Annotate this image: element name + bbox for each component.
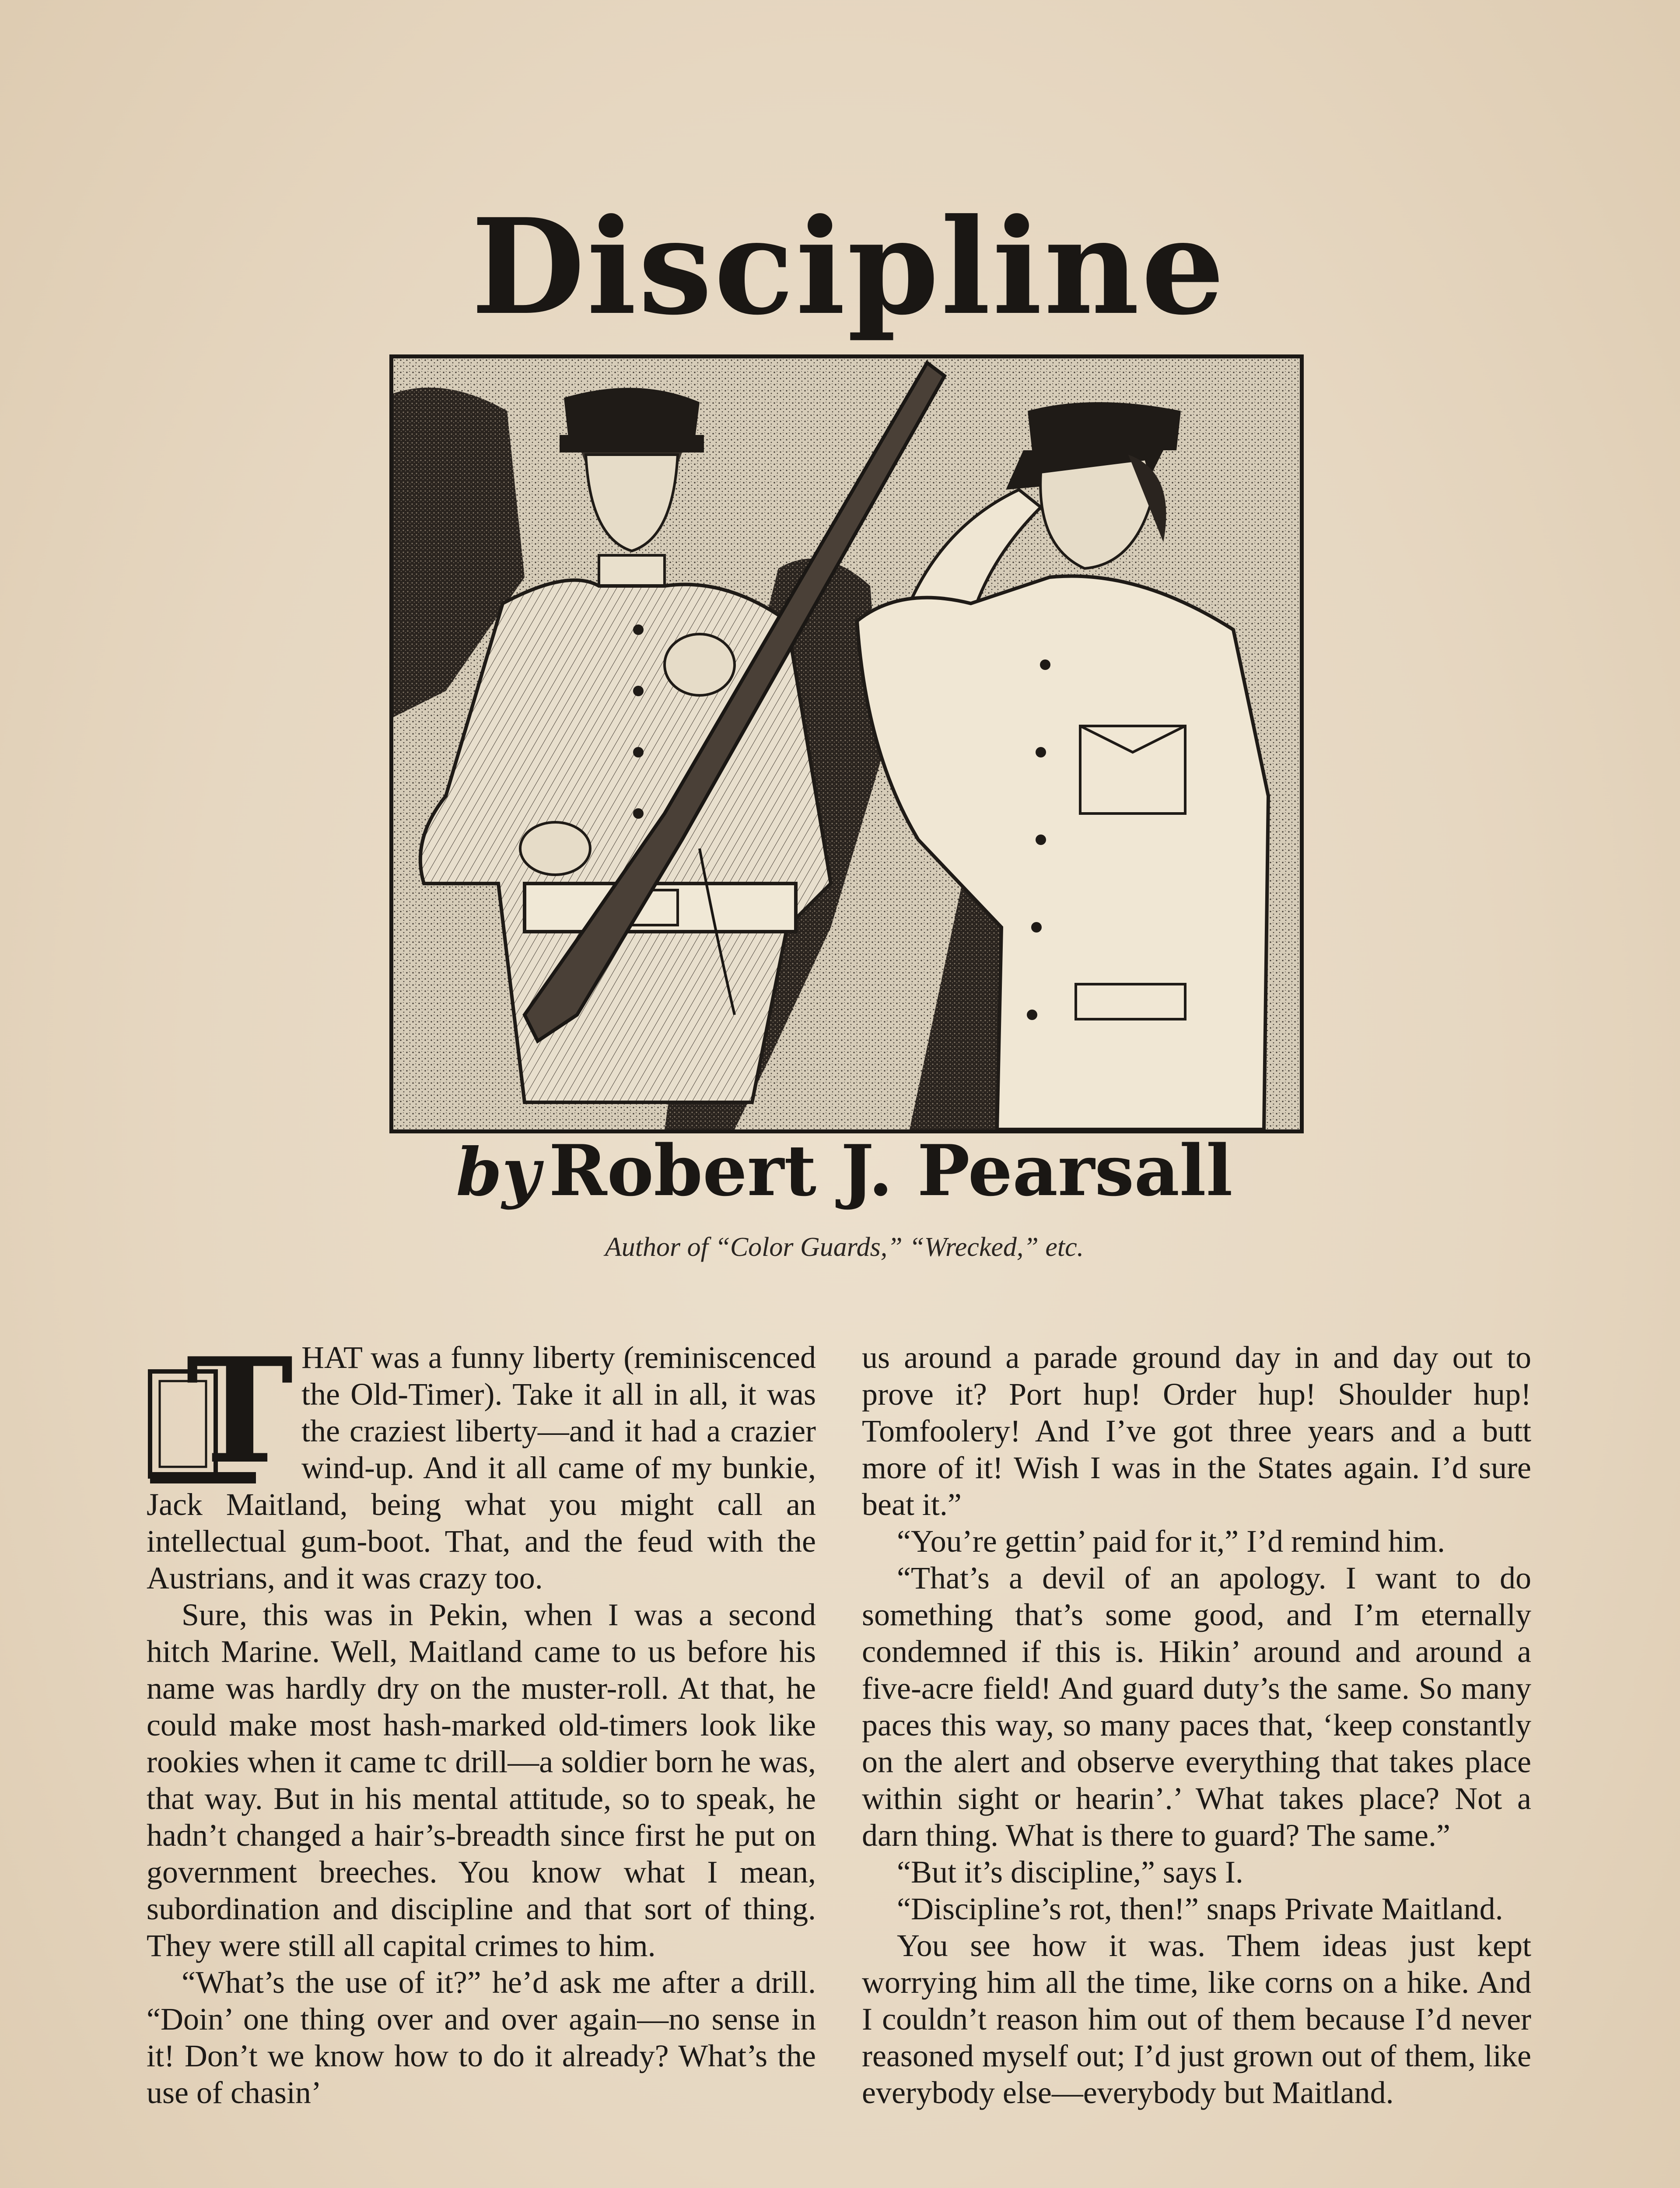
paragraph: You see how it was. Them ideas just kept worrying him all the time, like corns on a hike. And I couldn’t reason him out of them because I’d never reasoned myself out; I’d just grown out of them, like everybody else—everybody but Maitland.	[862, 1928, 1531, 2110]
paragraph: “That’s a devil of an apology. I want to do something that’s some good, and I’m eternally condemned if this is. Hikin’ around and around a five-acre field! And guard duty’s the same. So many paces this way, so many paces that, ‘keep constantly on the alert and observe everything that takes place within sight or hearin’.’ What takes place? Not a darn thing. What is there to guard? The same.”	[862, 1560, 1531, 1853]
paragraph: “You’re gettin’ paid for it,” I’d remind him.	[897, 1524, 1446, 1559]
drop-cap-letter: T	[186, 1326, 294, 1496]
author-name: Robert J. Pearsall	[549, 1129, 1233, 1212]
paragraph: “Discipline’s rot, then!” snaps Private Maitland.	[897, 1891, 1503, 1926]
paragraph: Sure, this was in Pekin, when I was a second hitch Marine. Well, Maitland came to us before his name was hardly dry on the muster-roll. At that, he could make most hash-marked old-timers look like rookies when it came tc drill—a soldier born he was, that way. But in his mental attitude, so to speak, he hadn’t changed a hair’s-breadth since first he put on government breeches. You know what I mean, subordination and discipline and that sort of thing. They were still all capital crimes to him.	[147, 1597, 816, 1963]
paragraph: us around a parade ground day in and day out to prove it? Port hup! Order hup! Shoulder hup! Tomfoolery! And I’ve got three years and a butt more of it! Wish I was in the States again. I’d sure beat it.”	[862, 1340, 1531, 1522]
story-title: Discipline	[471, 189, 1227, 344]
paragraph: “What’s the use of it?” he’d ask me after a drill. “Doin’ one thing over and over again—no sense in it! Don’t we know how to do it already? What’s the use of chasin’	[147, 1965, 816, 2110]
byline	[385, 1129, 1304, 1214]
story-illustration	[389, 354, 1304, 1133]
paragraph: “But it’s discipline,” says I.	[897, 1855, 1243, 1890]
paragraph: HAT was a funny liberty (reminiscenced the Old-Timer). Take it all in all, it was the craziest liberty—and it had a crazier wind-up. And it all came of my bunkie, Jack Maitland, being what you might call an intellectual gum-boot. That, and the feud with the Austrians, and it was crazy too.	[147, 1340, 816, 1595]
illustration-drawing	[393, 358, 1300, 1129]
drop-cap	[147, 1326, 294, 1496]
left-column	[147, 1326, 816, 2111]
byline-prefix: by	[456, 1134, 540, 1211]
author-credits: Author of “Color Guards,” “Wrecked,” etc.	[605, 1232, 1084, 1262]
right-column	[862, 1339, 1531, 2111]
